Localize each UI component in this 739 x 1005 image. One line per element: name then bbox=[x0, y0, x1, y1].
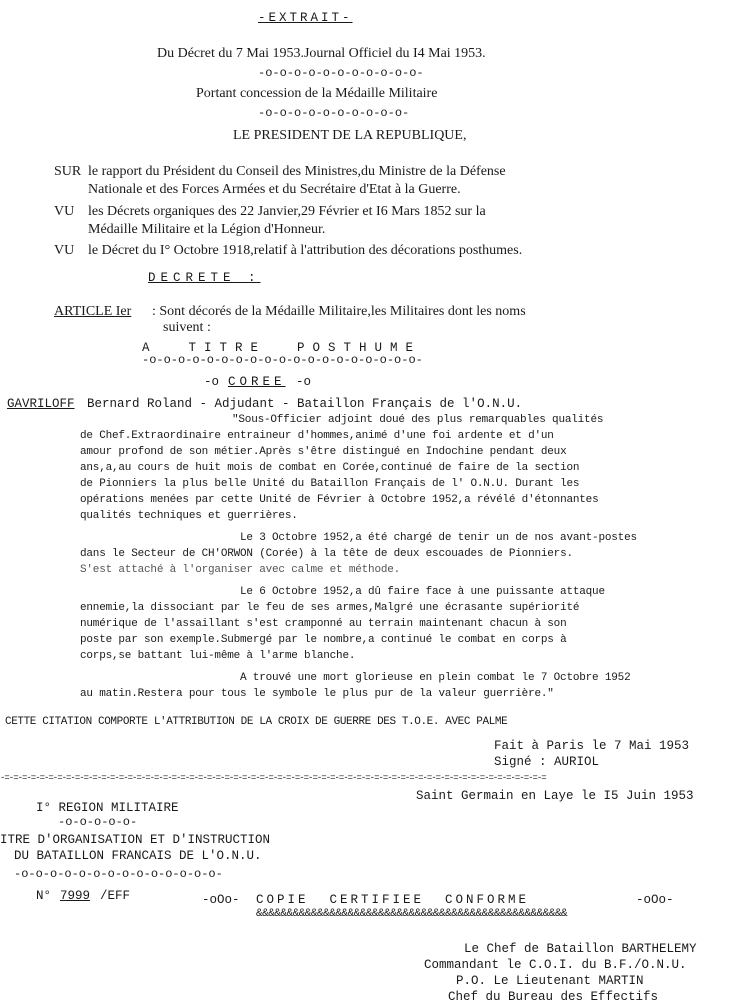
citation-line: dans le Secteur de CH'ORWON (Corée) à la tête de deux escouades de Pionniers. bbox=[80, 548, 573, 560]
reference-suffix: /EFF bbox=[100, 889, 131, 903]
copie-ornament: -oOo- bbox=[636, 893, 674, 907]
recital-label: VU bbox=[54, 204, 75, 219]
signature-line: Commandant le C.O.I. du B.F./O.N.U. bbox=[424, 958, 687, 972]
reference-number: 7999 bbox=[60, 889, 91, 903]
article-line: : Sont décorés de la Médaille Militaire,les Militaires dont les noms bbox=[152, 304, 526, 319]
separator: -o-o-o-o-o-o-o-o-o-o-o-o-o-o-o-o-o-o-o- bbox=[142, 353, 423, 367]
separator: -o-o-o-o-o-o-o-o-o-o-o-o-o-o- bbox=[14, 867, 223, 881]
coree-dash: -o bbox=[204, 375, 220, 389]
separator: -o-o-o-o-o-o-o-o-o-o- bbox=[258, 106, 410, 120]
citation-line: poste par son exemple.Submergé par le nombre,a continué le combat en corps à bbox=[80, 634, 567, 646]
recital-line: Nationale et des Forces Armées et du Secrétaire d'Etat à la Guerre. bbox=[88, 182, 461, 197]
citation-line: corps,se battant lui-même à l'arme blanche. bbox=[80, 650, 356, 662]
place-date: Saint Germain en Laye le I5 Juin 1953 bbox=[416, 789, 694, 803]
centre-line: DU BATAILLON FRANCAIS DE L'O.N.U. bbox=[14, 849, 262, 863]
coree-dash: -o bbox=[296, 375, 312, 389]
fait-line: Fait à Paris le 7 Mai 1953 bbox=[494, 739, 690, 753]
citation-line: ans,a,au cours de huit mois de combat en Corée,continué de faire de la section bbox=[80, 462, 580, 474]
president-heading: LE PRESIDENT DE LA REPUBLIQUE, bbox=[233, 128, 467, 143]
honoree-details: Bernard Roland - Adjudant - Bataillon Français de l'O.N.U. bbox=[87, 397, 523, 411]
posthume-heading: A TITRE POSTHUME bbox=[142, 341, 422, 355]
copie-ornament: -oOo- bbox=[202, 893, 240, 907]
region-heading: I° REGION MILITAIRE bbox=[36, 801, 179, 815]
decree-reference: Du Décret du 7 Mai 1953.Journal Officiel du I4 Mai 1953. bbox=[157, 46, 486, 61]
centre-line: ITRE D'ORGANISATION ET D'INSTRUCTION bbox=[0, 833, 271, 847]
citation-note: CETTE CITATION COMPORTE L'ATTRIBUTION DE LA CROIX DE GUERRE DES T.O.E. AVEC PALME bbox=[5, 716, 508, 728]
citation-line: Le 3 Octobre 1952,a été chargé de tenir un de nos avant-postes bbox=[240, 532, 637, 544]
recital-line: Médaille Militaire et la Légion d'Honneur. bbox=[88, 222, 326, 237]
recital-line: le rapport du Président du Conseil des Ministres,du Ministre de la Défense bbox=[88, 164, 506, 179]
citation-line: au matin.Restera pour tous le symbole le plus pur de la valeur guerrière." bbox=[80, 688, 554, 700]
citation-line: A trouvé une mort glorieuse en plein combat le 7 Octobre 1952 bbox=[240, 672, 631, 684]
coree-heading: COREE bbox=[228, 375, 286, 389]
citation-line: opérations menées par cette Unité de Février à Octobre 1952,a révélé d'étonnantes bbox=[80, 494, 599, 506]
reference-prefix: N° bbox=[36, 889, 52, 903]
citation-line: ennemie,la dissociant par le feu de ses armes,Malgré une écrasante supériorité bbox=[80, 602, 580, 614]
separator: -o-o-o-o-o-o-o-o-o-o-o- bbox=[258, 66, 424, 80]
page-divider: -=-=-=-=-=-=-=-=-=-=-=-=-=-=-=-=-=-=-=-=-=-=-=-=-=-=-=-=-=-=-=-=-=-=-=-=-=-=-=-=-=-=-=-=-=-=-=-=-=-=-=-=-=-=-=-=-=-=-=-=-=-= bbox=[0, 773, 546, 783]
citation-line: Le 6 Octobre 1952,a dû faire face à une puissante attaque bbox=[240, 586, 605, 598]
recital-label: VU bbox=[54, 243, 75, 258]
citation-line: "Sous-Officier adjoint doué des plus remarquables qualités bbox=[232, 414, 604, 426]
ampersand-rule: &&&&&&&&&&&&&&&&&&&&&&&&&&&&&&&&&&&&&&&&&&&&&&&&&&& bbox=[256, 908, 568, 920]
article-label: ARTICLE Ier bbox=[54, 304, 132, 319]
recital-line: les Décrets organiques des 22 Janvier,29 Février et I6 Mars 1852 sur la bbox=[88, 204, 486, 219]
recital-line: le Décret du I° Octobre 1918,relatif à l'attribution des décorations posthumes. bbox=[88, 243, 523, 258]
document-heading: -EXTRAIT- bbox=[258, 11, 353, 25]
separator: -o-o-o-o-o- bbox=[58, 815, 138, 829]
signature-line: Le Chef de Bataillon BARTHELEMY bbox=[464, 942, 697, 956]
citation-line: numérique de l'assaillant s'est cramponné au terrain maintenant chacun à son bbox=[80, 618, 567, 630]
decree-purpose: Portant concession de la Médaille Militaire bbox=[196, 86, 438, 101]
signature-line: P.O. Le Lieutenant MARTIN bbox=[456, 974, 644, 988]
citation-line: S'est attaché à l'organiser avec calme et méthode. bbox=[80, 564, 401, 576]
decrete-heading: DECRETE : bbox=[148, 271, 261, 285]
copie-heading: COPIE CERTIFIEE CONFORME bbox=[256, 893, 530, 907]
signature-line: Chef du Bureau des Effectifs bbox=[448, 990, 659, 1004]
citation-line: de Chef.Extraordinaire entraineur d'hommes,animé d'une foi ardente et d'un bbox=[80, 430, 554, 442]
recital-label: SUR bbox=[54, 164, 82, 179]
honoree-surname: GAVRILOFF bbox=[7, 397, 75, 411]
citation-line: de Pionniers la plus belle Unité du Bataillon Français de l' O.N.U. Durant les bbox=[80, 478, 580, 490]
citation-line: qualités techniques et guerrières. bbox=[80, 510, 298, 522]
article-line: suivent : bbox=[163, 320, 211, 335]
citation-line: amour profond de son métier.Après s'être distingué en Indochine pendant deux bbox=[80, 446, 567, 458]
signe-line: Signé : AURIOL bbox=[494, 755, 600, 769]
